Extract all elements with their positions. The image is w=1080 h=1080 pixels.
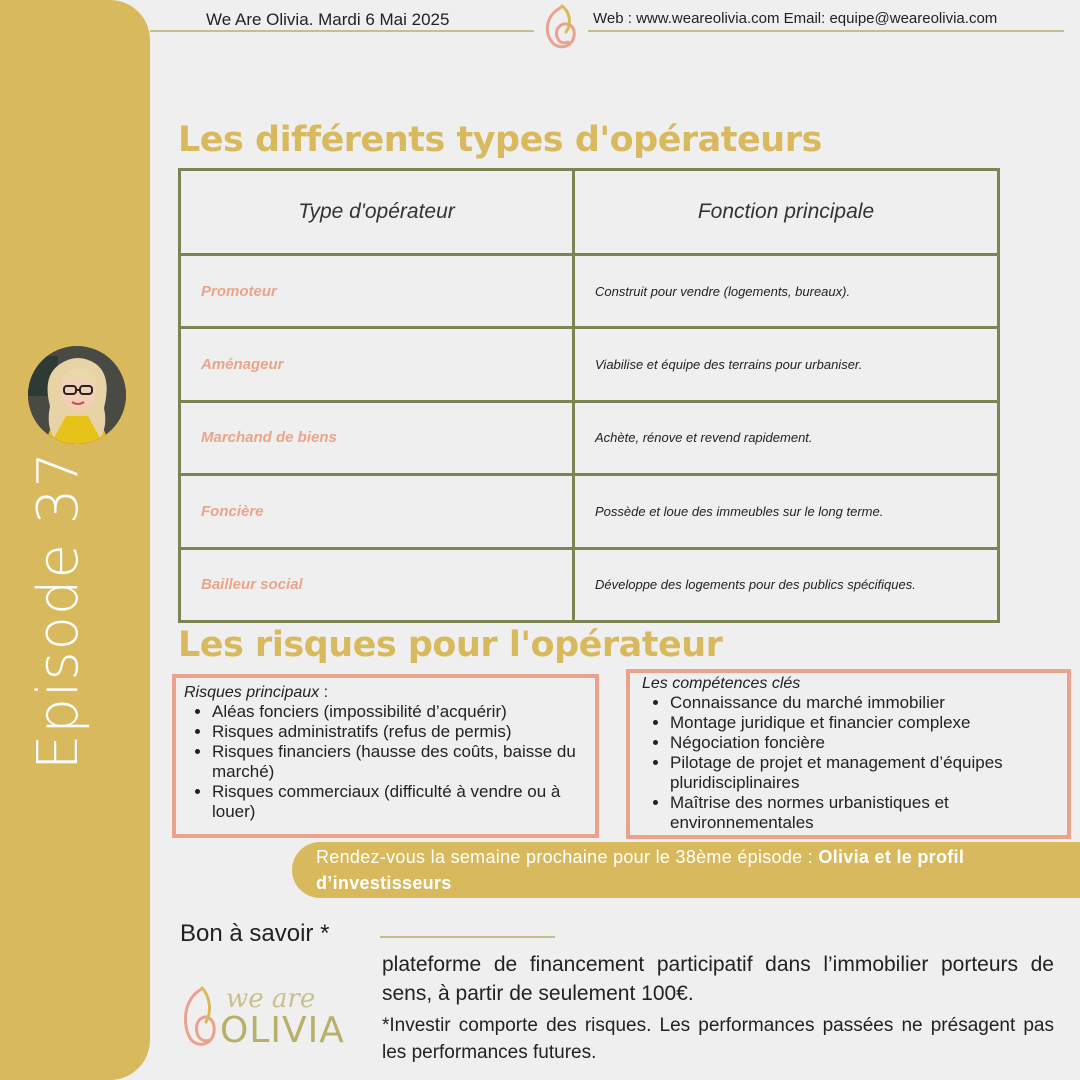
operator-type: Aménageur [180, 328, 574, 401]
list-item: • Négociation foncière [670, 733, 1063, 753]
risks-list [184, 702, 591, 822]
column-header-type: Type d'opérateur [180, 170, 574, 255]
skills-heading: Les compétences clés [642, 675, 801, 692]
list-item: • Risques commerciaux (difficulté à vendre ou à louer) [212, 782, 591, 822]
table-row [180, 548, 999, 621]
operator-type: Bailleur social [180, 548, 574, 621]
avatar-portrait-icon [28, 346, 126, 444]
header-line-right [588, 30, 1064, 32]
logo-olivia: OLIVIA [220, 1010, 345, 1051]
section-title-operators: Les différents types d'opérateurs [178, 120, 822, 160]
operator-type: Promoteur [180, 255, 574, 328]
we-are-olivia-logo [178, 982, 358, 1052]
header-date: We Are Olivia. Mardi 6 Mai 2025 [206, 10, 450, 29]
list-item: • Risques financiers (hausse des coûts, baisse du marché) [212, 742, 591, 782]
operator-function: Développe des logements pour des publics spécifiques. [574, 548, 999, 621]
table-row [180, 475, 999, 548]
risk-disclaimer: *Investir comporte des risques. Les performances passées ne présagent pas les performances futures. [382, 1015, 1054, 1063]
olivia-swirl-icon [178, 984, 222, 1052]
table-row [180, 255, 999, 328]
column-header-function: Fonction principale [574, 170, 999, 255]
risks-box [172, 674, 599, 838]
list-item: • Maîtrise des normes urbanistiques et environnementales [670, 793, 1063, 833]
header-line-left [150, 30, 534, 32]
skills-box [626, 669, 1071, 839]
operator-function: Construit pour vendre (logements, bureaux). [574, 255, 999, 328]
banner-text: Rendez-vous la semaine prochaine pour le 38ème épisode : [316, 847, 819, 867]
operator-function: Achète, rénove et revend rapidement. [574, 401, 999, 474]
list-item: • Risques administratifs (refus de permis) [212, 722, 591, 742]
bon-a-savoir-line [380, 936, 555, 938]
next-episode-banner [292, 842, 1080, 898]
risks-heading [184, 684, 591, 702]
operator-type: Marchand de biens [180, 401, 574, 474]
list-item: • Connaissance du marché immobilier [670, 693, 1063, 713]
logo-we-are: we are [226, 984, 316, 1014]
table-row [180, 328, 999, 401]
episode-label: Episode 37 [26, 451, 91, 770]
olivia-logo-icon [540, 2, 580, 52]
banner-bold: Olivia et le profil d’investisseurs [316, 847, 965, 893]
operator-function: Viabilise et équipe des terrains pour urbaniser. [574, 328, 999, 401]
bon-a-savoir-heading: Bon à savoir * [180, 920, 330, 947]
header-contact: Web : www.weareolivia.com Email: equipe@weareolivia.com [593, 10, 998, 27]
section-title-risks: Les risques pour l'opérateur [178, 625, 723, 665]
list-item: • Pilotage de projet et management d’équipes pluridisciplinaires [670, 753, 1063, 793]
list-item: • Aléas fonciers (impossibilité d’acquérir) [212, 702, 591, 722]
skills-list [642, 693, 1063, 833]
operators-table [178, 168, 1000, 623]
table-row [180, 401, 999, 474]
risks-heading-text: Risques principaux [184, 684, 320, 701]
platform-description: plateforme de financement participatif dans l’immobilier porteurs de sens, à partir de seulement 100€. [382, 953, 1054, 1005]
operator-type: Foncière [180, 475, 574, 548]
operator-function: Possède et loue des immeubles sur le long terme. [574, 475, 999, 548]
avatar [28, 346, 126, 444]
list-item: • Montage juridique et financier complexe [670, 713, 1063, 733]
risks-heading-suffix: : [319, 684, 329, 701]
sidebar [0, 0, 150, 1080]
